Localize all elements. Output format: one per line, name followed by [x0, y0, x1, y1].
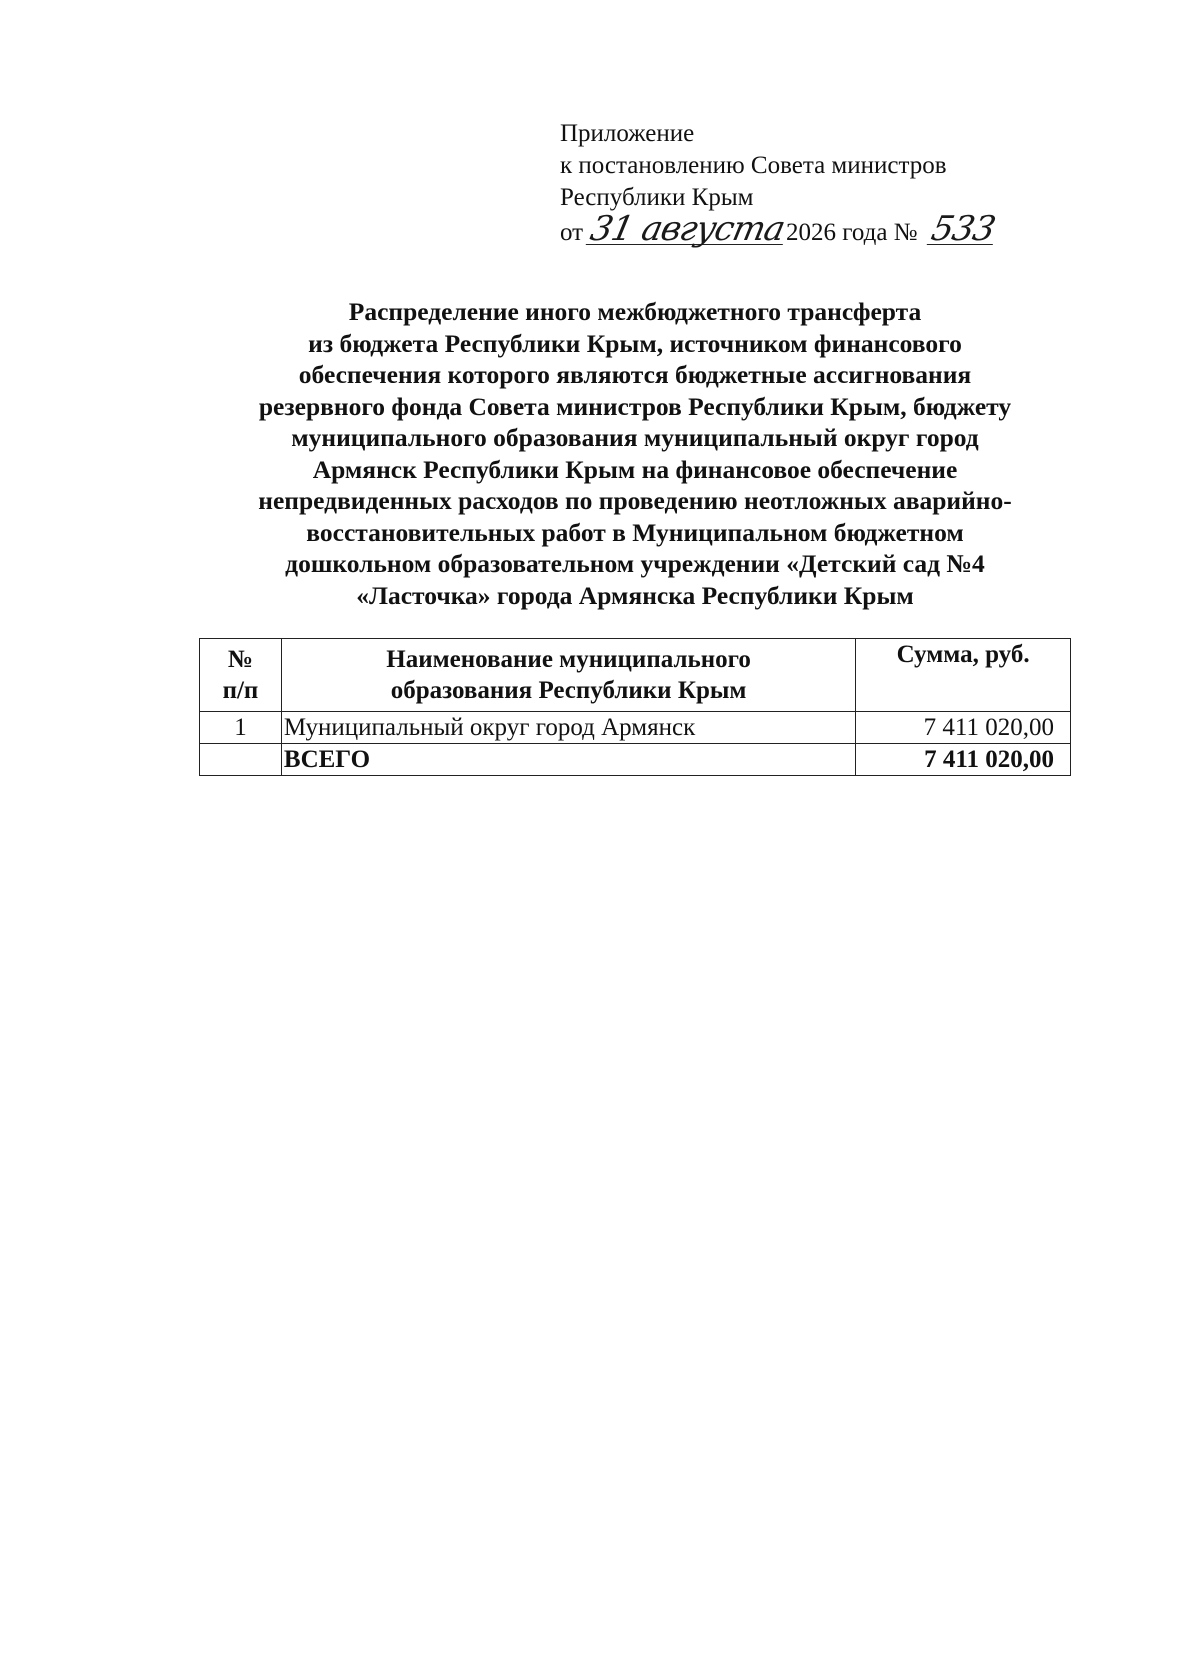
- title-line: непредвиденных расходов по проведению неотложных аварийно-: [258, 486, 1012, 515]
- annex-title: Приложение: [560, 120, 695, 147]
- annex-date-line: [560, 209, 1020, 249]
- table-total-row: [200, 744, 1071, 776]
- title-line: Армянск Республики Крым на финансовое обеспечение: [312, 454, 958, 484]
- handwritten-number: 533: [927, 209, 999, 249]
- row-num: 1: [200, 712, 282, 744]
- header-name: [281, 639, 855, 712]
- header-num-line2: п/п: [222, 677, 259, 704]
- annex-republic: Республики Крым: [560, 184, 754, 211]
- row-name: Муниципальный округ город Армянск: [281, 712, 855, 744]
- title-line: обеспечения которого являются бюджетные ассигнования: [298, 360, 972, 389]
- title-line: муниципального образования муниципальный округ город: [291, 423, 979, 452]
- table-header-row: [200, 639, 1071, 712]
- title-line: восстановительных работ в Муниципальном бюджетном: [306, 517, 964, 547]
- handwritten-date: 31 августа: [587, 209, 789, 249]
- distribution-table: [199, 638, 1071, 776]
- header-num: [200, 639, 282, 712]
- title-line: Распределение иного межбюджетного трансферта: [348, 297, 922, 326]
- header-name-line1: Наименование муниципального: [386, 646, 751, 673]
- total-num: [200, 744, 282, 776]
- title-line: из бюджета Республики Крым, источником финансового: [308, 328, 962, 358]
- annex-year-text: 2026 года №: [785, 219, 918, 246]
- table-row: [200, 712, 1071, 744]
- document-title: [200, 296, 1070, 611]
- annex-from-label: от: [560, 219, 584, 246]
- total-sum: 7 411 020,00: [856, 744, 1071, 776]
- title-line: резервного фонда Совета министров Республики Крым, бюджету: [258, 391, 1012, 421]
- row-sum: 7 411 020,00: [856, 712, 1071, 744]
- total-label: ВСЕГО: [281, 744, 855, 776]
- title-line: «Ласточка» города Армянска Республики Крым: [356, 580, 914, 610]
- annex-header: [560, 118, 1020, 249]
- header-num-line1: №: [227, 646, 254, 673]
- annex-resolution-ref: к постановлению Совета министров: [560, 152, 947, 179]
- title-line: дошкольном образовательном учреждении «Детский сад №4: [285, 549, 985, 578]
- header-sum: Сумма, руб.: [856, 639, 1071, 712]
- header-name-line2: образования Республики Крым: [390, 677, 747, 704]
